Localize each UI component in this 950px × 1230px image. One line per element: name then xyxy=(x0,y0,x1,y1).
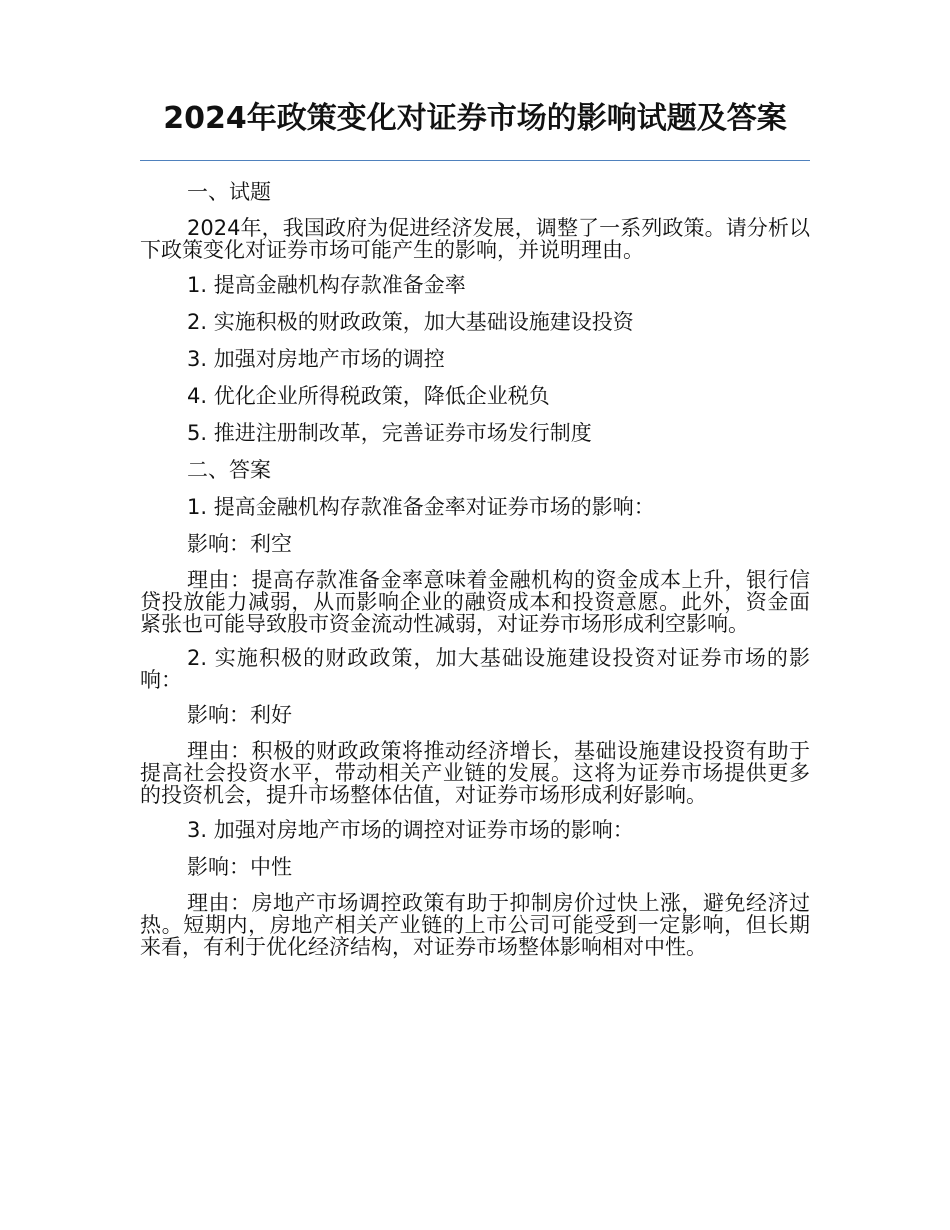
answer-3-impact: 影响：中性 xyxy=(187,855,292,879)
question-item-5: 5. 推进注册制改革，完善证券市场发行制度 xyxy=(187,421,592,445)
document-title: 2024年政策变化对证券市场的影响试题及答案 xyxy=(163,101,787,136)
question-item-1: 1. 提高金融机构存款准备金率 xyxy=(187,273,466,297)
section-heading-questions: 一、试题 xyxy=(187,180,271,204)
answer-2-impact: 影响：利好 xyxy=(187,703,292,727)
answer-3-heading: 3. 加强对房地产市场的调控对证券市场的影响： xyxy=(187,818,634,842)
answer-1-reason: 理由：提高存款准备金率意味着金融机构的资金成本上升，银行信贷投放能力减弱，从而影响企业的融资成本和投资意愿。此外，资金面紧张也可能导致股市资金流动性减弱，对证券市场形成利空影响。 xyxy=(140,568,810,636)
question-item-4: 4. 优化企业所得税政策，降低企业税负 xyxy=(187,384,550,408)
document-body xyxy=(140,180,810,970)
answer-1-heading: 1. 提高金融机构存款准备金率对证券市场的影响： xyxy=(187,495,655,519)
answer-1-impact: 影响：利空 xyxy=(187,532,292,556)
answer-2-reason: 理由：积极的财政政策将推动经济增长，基础设施建设投资有助于提高社会投资水平，带动相关产业链的发展。这将为证券市场提供更多的投资机会，提升市场整体估值，对证券市场形成利好影响。 xyxy=(140,739,810,807)
question-item-2: 2. 实施积极的财政政策，加大基础设施建设投资 xyxy=(187,310,634,334)
title-divider xyxy=(140,160,810,161)
question-item-3: 3. 加强对房地产市场的调控 xyxy=(187,347,445,371)
answer-2-heading: 2. 实施积极的财政政策，加大基础设施建设投资对证券市场的影响： xyxy=(140,646,810,692)
section-heading-answers: 二、答案 xyxy=(187,458,271,482)
question-intro: 2024年，我国政府为促进经济发展，调整了一系列政策。请分析以下政策变化对证券市场可能产生的影响，并说明理由。 xyxy=(140,216,810,262)
answer-3-reason: 理由：房地产市场调控政策有助于抑制房价过快上涨，避免经济过热。短期内，房地产相关产业链的上市公司可能受到一定影响，但长期来看，有利于优化经济结构，对证券市场整体影响相对中性。 xyxy=(140,891,810,959)
